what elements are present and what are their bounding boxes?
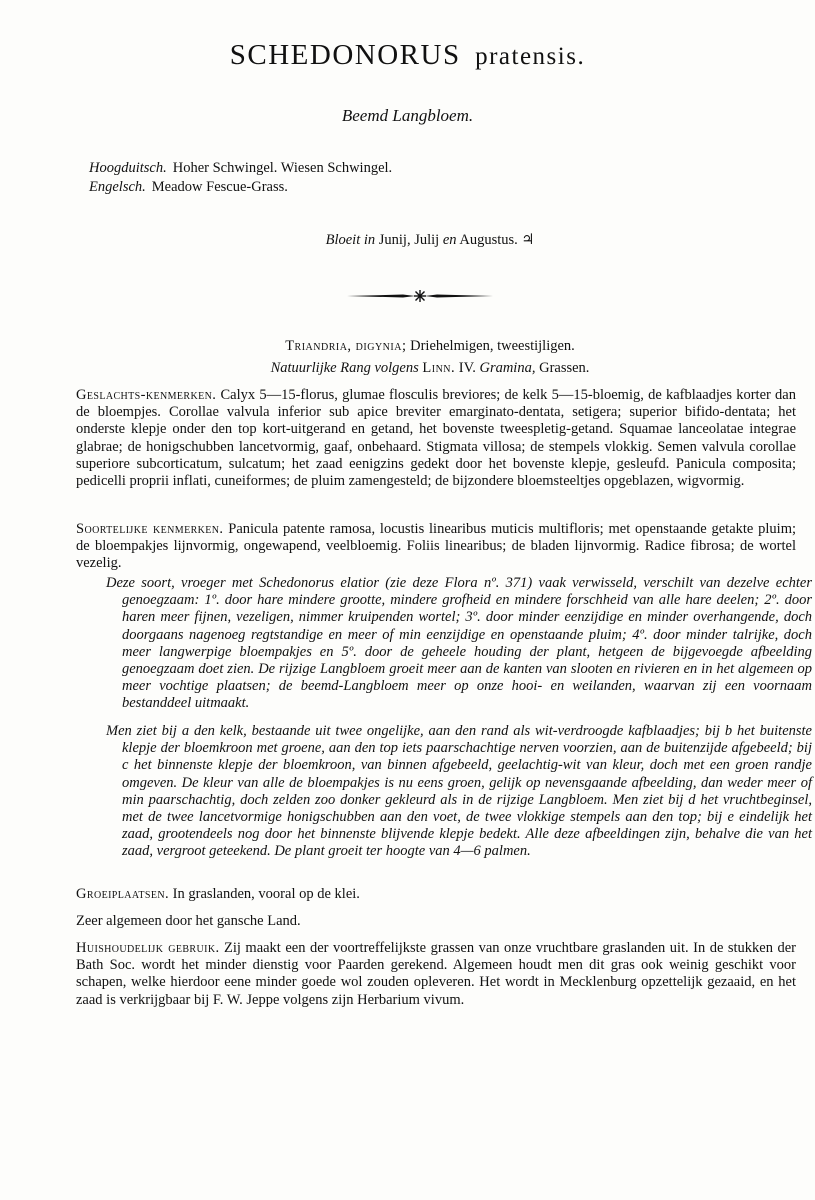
bloom-prefix: Bloeit [325,232,361,248]
linnaeus-name: Linn. [422,360,456,376]
linnaean-class [0,338,815,355]
perennial-symbol: ♃ [521,232,535,248]
bloom-in: in [363,232,376,248]
section-text: Zij maakt een der voortreffelijkste grassen van onze vruchtbare graslanden uit. In de stukken der Bath Soc. wordt het minder dienstig voor Paarden gerekend. Algemeen houdt men dit gras ook weinig geschikt voor schapen, welke hierdoor eene minder goede wol zouden opleveren. Het wordt in Mecklenburg opzettelijk gezaaid, en het zaad is verkrijgbaar bij F. W. Jeppe volgens zijn Herbarium vivum. [76,940,796,1008]
figure-description: Men ziet bij a den kelk, bestaande uit twee ongelijke, aan den rand als wit-verdroogde kafblaadjes; bij b het buitenste klepje der bloemkroon met groene, aan den top iets paarschachtige nerven voorzien, aan de buitenzijde afgebeeld; bij c het binnenste klepje der bloemkroon, van binnen afgebeeld, geelachtig-wit van kleur, doch met een groen randje omgeven. De kleur van alle de bloempakjes is nu eens groen, gelijk op nevensgaande afbeelding, dan weder meer of min paarschachtig, doch zelden zoo donker gekleurd als in de rijzige Langbloem. Men ziet bij d het vruchtbeginsel, met de twee lancetvormige honigschubben aan den voet, de twee vlokkige stempels aan den top; bij e eindelijk het zaad, grootendeels nog door het binnenste blijvende klepje bedekt. Alle deze afbeeldingen zijn, behalve die van het zaad, vergroot geteekend. De plant groeit ter hoogte van 4—6 palmen. [106,723,812,860]
natural-rank [0,360,815,377]
comparison-note: Deze soort, vroeger met Schedonorus elatior (zie deze Flora nº. 371) vaak verwisseld, verschilt van dezelve echter genoegzaam: 1º. door hare mindere grootte, mindere grofheid en mindere forschheid van alle hare deelen; 2º. door haren meer fijnen, vezeligen, nimmer kruipenden wortel; 3º. door minder eenzijdige en minder overhangende, doch doorgaans nagenoeg regtstandige en meer of min eenzijdige en openstaande pluim; 4º. door minder talrijke, doch meer langwerpige bloempakjes en 5º. door de geheele houding der plant, hetgeen de bijgevoegde afbeelding genoegzaam doet zien. De rijzige Langbloem groeit meer aan de kanten van slooten en rivieren en in het algemeen op meer vochtige plaatsen; de beemd-Langbloem meer op onze hooi- en weilanden, waarvan zij een voornaam bestanddeel uitmaakt. [106,575,812,712]
vernacular-german [89,160,392,177]
species-name: pratensis. [475,43,586,70]
section-heading: Huishoudelijk gebruik. [76,940,220,956]
frequency: Zeer algemeen door het gansche Land. [76,913,301,929]
vernacular-names: Meadow Fescue-Grass. [151,179,288,195]
linnaean-latin: Triandria, digynia; [285,338,407,354]
grassen: Grassen. [539,360,590,376]
vernacular-lang: Hoogduitsch. [89,160,167,176]
natural-prefix: Natuurlijke Rang volgens [270,360,419,376]
ornament-divider [345,286,495,306]
vernacular-english [89,179,288,196]
dutch-name: Beemd Langbloem. [341,106,474,125]
genus-name: SCHEDONORUS [229,39,461,71]
page-title [0,38,815,72]
gramina: Gramina, [479,360,536,376]
section-heading: Groeiplaatsen. [76,886,170,902]
vernacular-lang: Engelsch. [89,179,146,195]
bloom-en: en [442,232,457,248]
vernacular-names: Hoher Schwingel. Wiesen Schwingel. [172,160,393,176]
genus-characters [76,387,796,490]
section-text: Calyx 5—15-florus, glumae flosculis breviores; de kelk 5—15-bloemig, de kafblaadjes korter dan de bloempjes. Corollae valvula inferior sub apice breviter emarginato-dentata, setigera; superior bifido-dentata; het onderste klepje onder den top kort-uitgerand en getand, het bovenste tweespletig-getand. Squamae lanceolatae integrae glabrae; de honigschubben lancetvormig, gaaf, onbehaard. Stigmata villosa; de stempels vlokkig. Semen valvula corollae superiore subcorticatum, sulcatum; het zaad eenigzins gedekt door het bovenste klepje, gesleufd. Panicula composita; pedicelli proprii inflati, cuneiformes; de pluim zamengesteld; de bijzondere bloemsteeltjes opgeblazen, wigvormig. [76,387,796,490]
section-heading: Soortelijke kenmerken. [76,521,224,537]
section-text: Panicula patente ramosa, locustis linearibus muticis multifloris; met openstaande getakte pluim; de bloempakjes lijnvormig, ongewapend, veelbloemig. Foliis linearibus; de bladen lijnvormig. Radice fibrosa; de wortel vezelig. [76,521,797,572]
economic-use [76,940,796,1009]
section-heading: Geslachts-kenmerken. [76,387,217,403]
flowering-period [0,232,815,249]
section-text: In graslanden, vooral op de klei. [172,886,360,902]
habitat [76,886,796,903]
linnaean-dutch: Driehelmigen, tweestijligen. [410,338,575,354]
species-characters [76,521,796,573]
bloom-months-2: Augustus. [459,232,518,248]
natural-rank-number: IV. [458,360,476,376]
bloom-months-1: Junij, Julij [378,232,440,248]
